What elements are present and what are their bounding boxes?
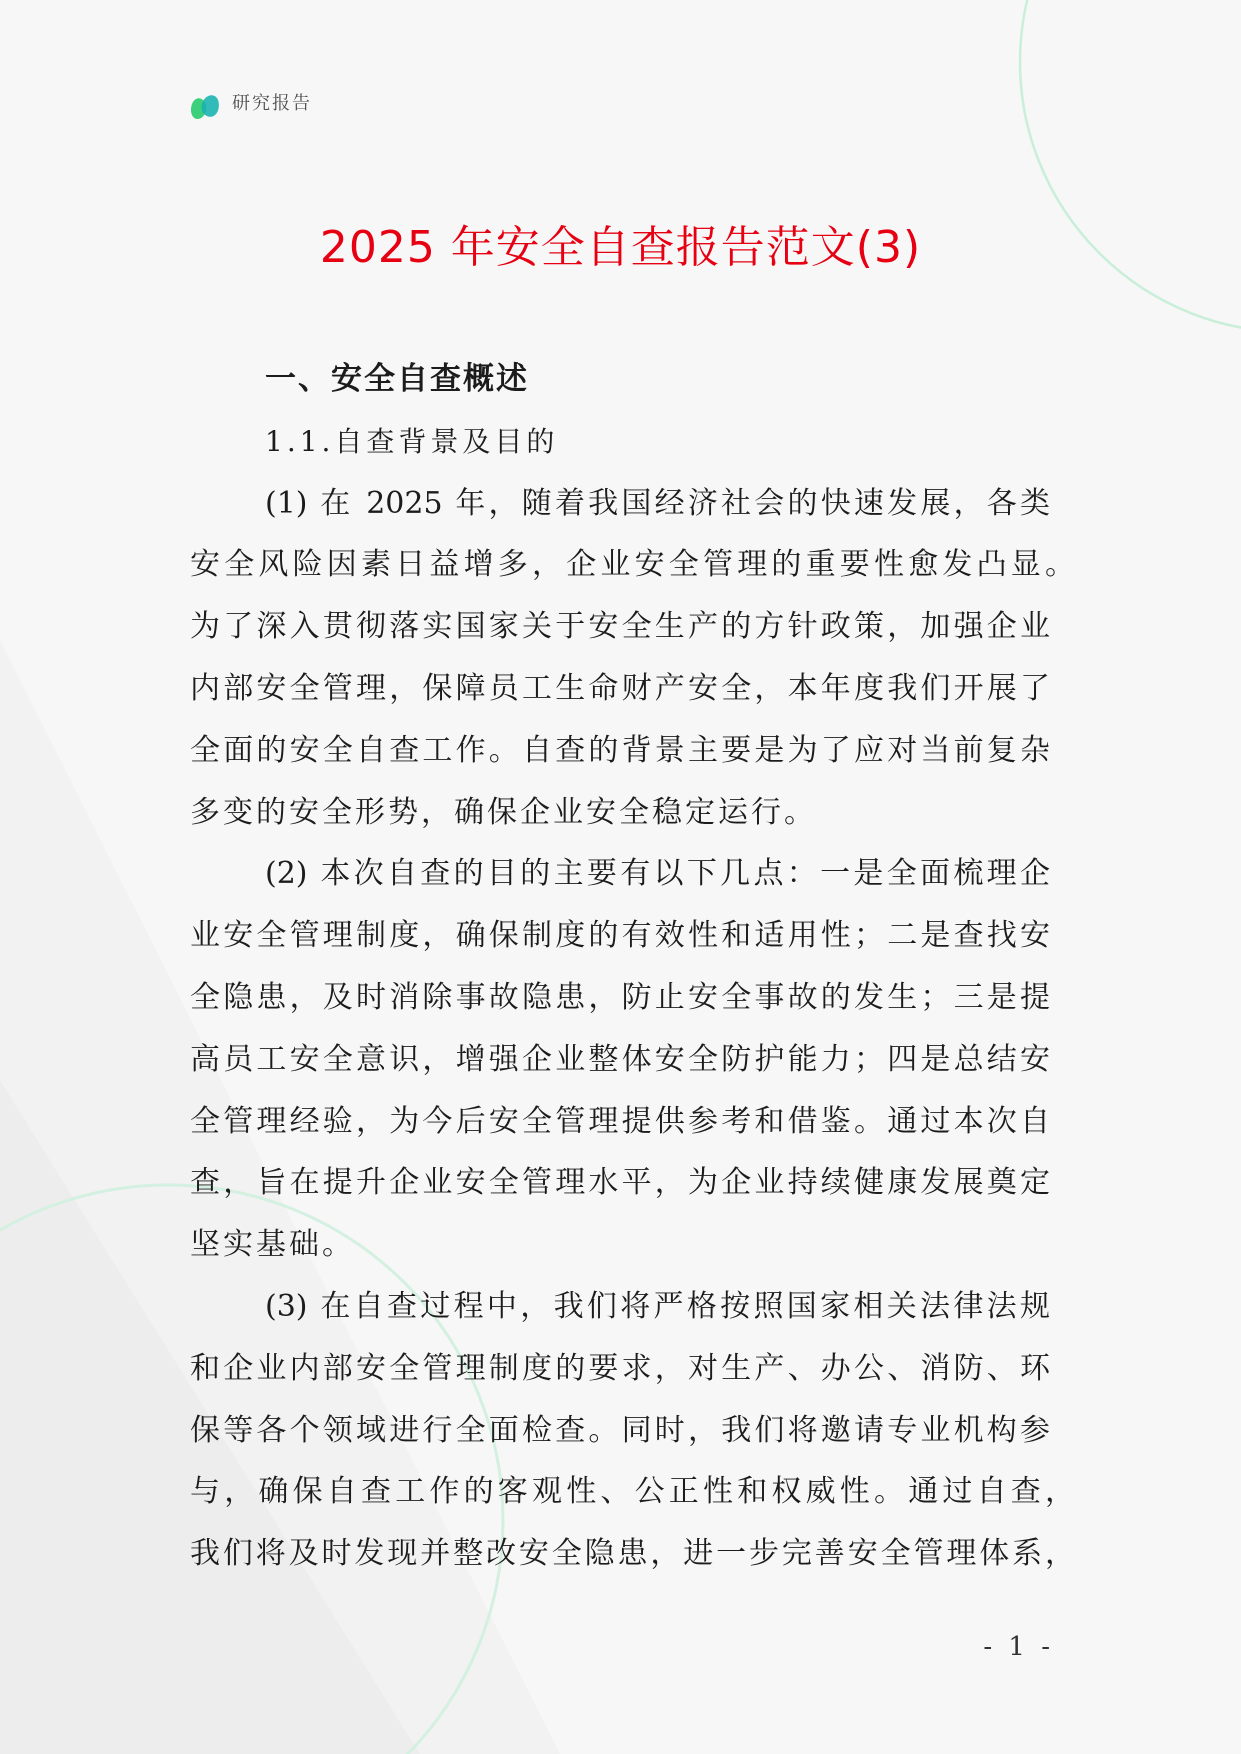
paragraph-line: 与，确保自查工作的客观性、公正性和权威性。通过自查， [190,1474,1075,1510]
paragraph-line: 为了深入贯彻落实国家关于安全生产的方针政策，加强企业 [190,609,1050,645]
paragraph-3 [190,1276,1075,1585]
paragraph-line: 全面的安全自查工作。自查的背景主要是为了应对当前复杂 [190,732,1050,768]
paragraph-line: 查，旨在提升企业安全管理水平，为企业持续健康发展奠定 [190,1165,1050,1201]
paragraph-line: 全隐患，及时消除事故隐患，防止安全事故的发生；三是提 [190,979,1050,1015]
paragraph-line: (2) 本次自查的目的主要有以下几点：一是全面梳理企 [265,856,1050,892]
header-label: 研究报告 [232,93,312,114]
paragraph-line: 保等各个领域进行全面检查。同时，我们将邀请专业机构参 [190,1412,1050,1448]
paragraph-line: 安全风险因素日益增多，企业安全管理的重要性愈发凸显。 [190,547,1075,583]
paragraph-line: (3) 在自查过程中，我们将严格按照国家相关法律法规 [265,1288,1050,1324]
section-heading: 一、安全自查概述 [265,361,529,397]
document-title: 2025 年安全自查报告范文(3) [319,222,922,273]
paragraph-line: 和企业内部安全管理制度的要求，对生产、办公、消防、环 [190,1350,1050,1386]
decorative-arc [1020,0,1241,332]
paragraph-line: 多变的安全形势，确保企业安全稳定运行。 [190,794,817,830]
document-body [190,349,1075,1585]
paragraph-line: 我们将及时发现并整改安全隐患，进一步完善安全管理体系， [190,1536,1075,1572]
paragraph-2 [190,843,1050,1276]
paragraph-line: 全管理经验，为今后安全管理提供参考和借鉴。通过本次自 [190,1103,1050,1139]
paragraph-line: 业安全管理制度，确保制度的有效性和适用性；二是查找安 [190,918,1050,954]
paragraph-1 [190,473,1075,844]
subsection-heading: 1.1.自查背景及目的 [265,424,559,458]
paragraph-line: 高员工安全意识，增强企业整体安全防护能力；四是总结安 [190,1041,1050,1077]
page-number: - 1 - [983,1632,1054,1662]
paragraph-line: 内部安全管理，保障员工生命财产安全，本年度我们开展了 [190,670,1050,706]
logo-icon [188,88,222,122]
paragraph-line: 坚实基础。 [190,1227,355,1263]
paragraph-line: (1) 在 2025 年，随着我国经济社会的快速发展，各类 [265,485,1050,521]
